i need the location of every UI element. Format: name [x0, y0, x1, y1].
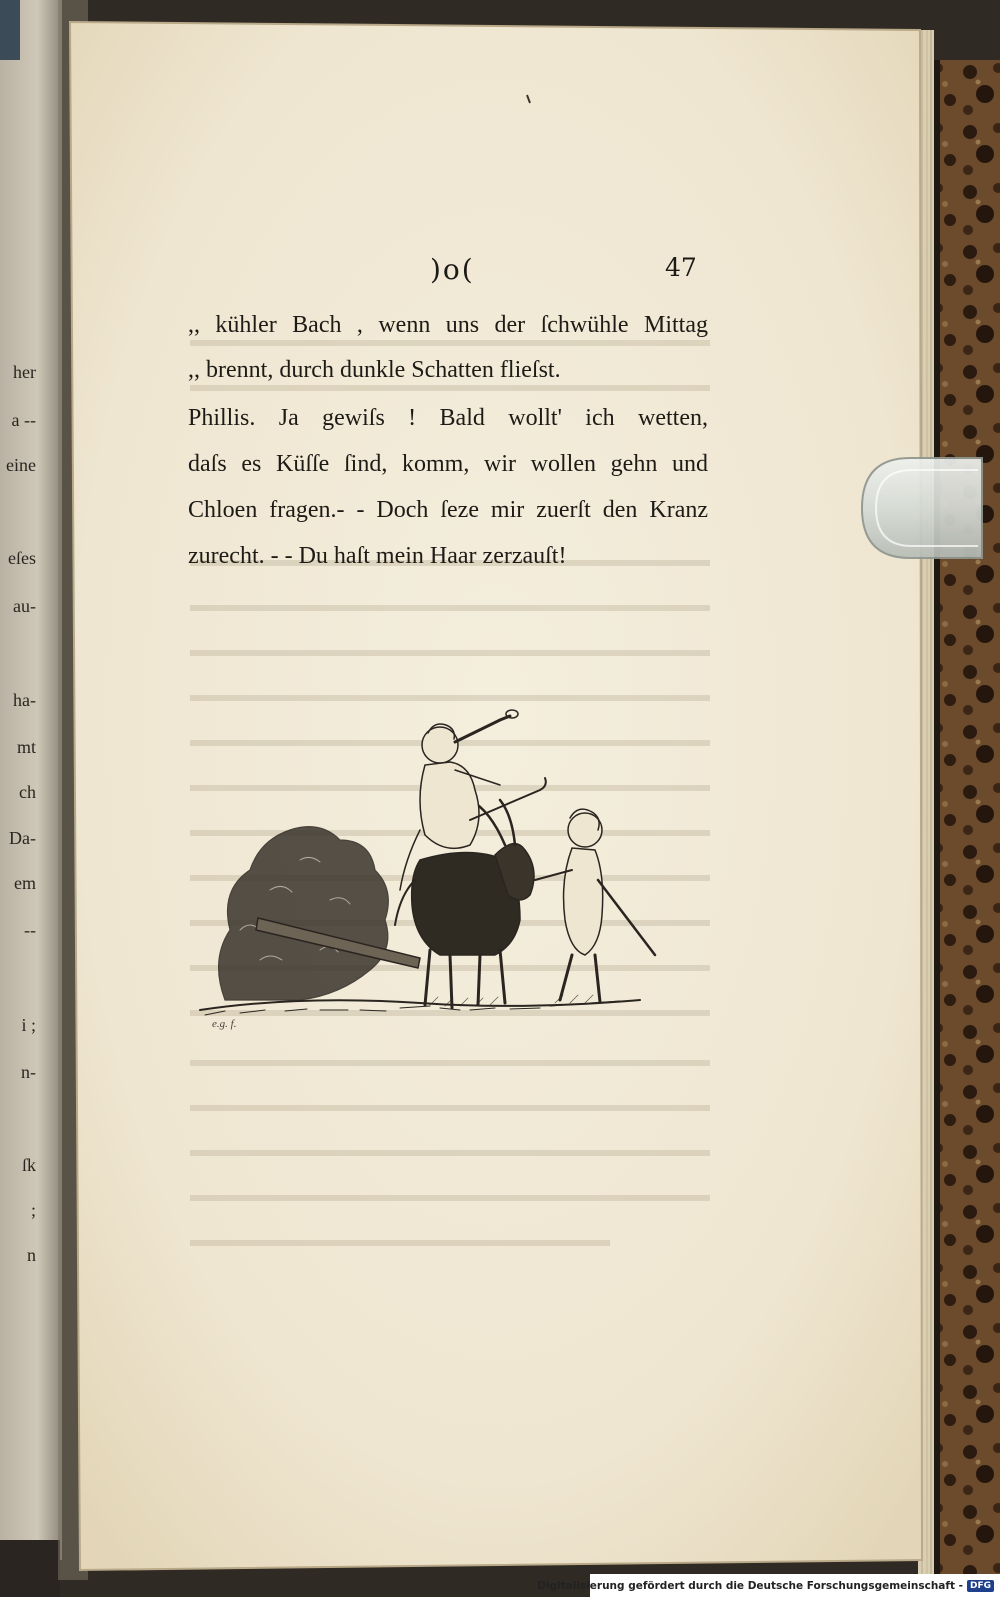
left-page-fragment: ha-	[13, 690, 36, 710]
left-page-fragment: ;	[30, 1200, 36, 1220]
dfg-logo: DFG	[967, 1580, 994, 1592]
left-page-fragment: Da-	[9, 828, 36, 848]
text-line: ,, brennt, durch dunkle Schatten flieſst.	[188, 357, 561, 383]
text-line: ,, kühler Bach , wenn uns der ſchwühle Mittag	[188, 312, 708, 338]
digitization-credit-bar	[537, 1574, 1000, 1597]
page-clip	[862, 458, 982, 558]
text-line: daſs es Küſſe ſind, komm, wir wollen gehn und	[188, 451, 708, 477]
left-page-fragment: eine	[6, 455, 36, 475]
left-page-fragment: ſk	[21, 1155, 36, 1175]
left-page-fragment: her	[13, 362, 36, 382]
running-head: )o(	[430, 253, 475, 286]
text-line: Chloen fragen.- - Doch ſeze mir zuerſt den Kranz	[188, 497, 708, 523]
left-page-fragment: em	[14, 873, 36, 893]
text-line: zurecht. - - Du haſt mein Haar zerzauſt!	[188, 543, 567, 569]
left-page-fragment: i ;	[21, 1015, 36, 1035]
left-page-fragment: ch	[19, 782, 36, 802]
left-page-fragment: eſes	[8, 548, 36, 568]
left-page-fragment: n	[27, 1245, 36, 1265]
left-page-fragment: n-	[21, 1062, 36, 1082]
left-page-fragment: a --	[11, 410, 36, 430]
text-line: Phillis. Ja gewiſs ! Bald wollt' ich wetten,	[188, 405, 708, 431]
digitization-credit-text: Digitalisierung gefördert durch die Deutsche Forschungsgemeinschaft -	[537, 1579, 963, 1592]
left-page-fragment: au-	[13, 596, 36, 616]
left-page-fragment: mt	[16, 737, 36, 757]
engraving-signature: e.g. f.	[212, 1018, 237, 1030]
left-page-fragment: --	[24, 920, 36, 940]
page-number: 47	[665, 253, 697, 282]
